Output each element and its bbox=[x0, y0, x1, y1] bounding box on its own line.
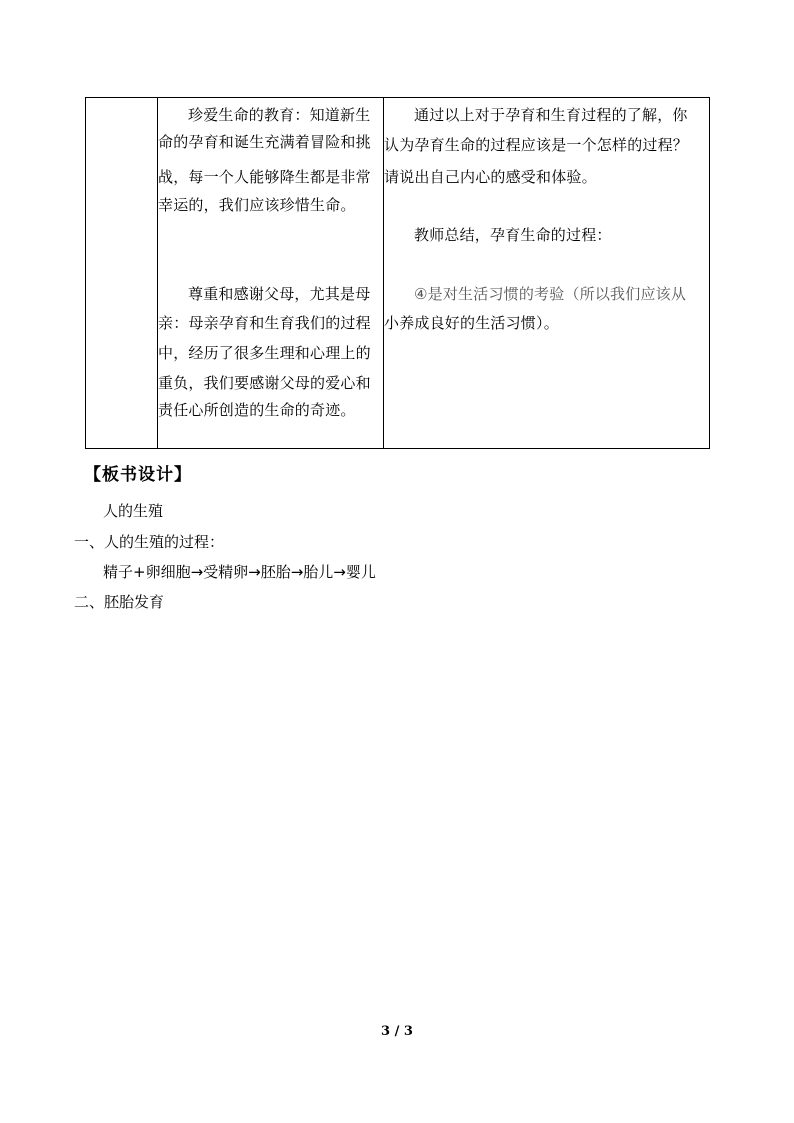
activity-line: 请说出自己内心的感受和体验。 bbox=[384, 168, 597, 186]
content-line: 中，经历了很多生理和心理上的 bbox=[158, 344, 371, 362]
content-line: 责任心所创造的生命的奇迹。 bbox=[158, 401, 356, 419]
board-title: 人的生殖 bbox=[103, 502, 164, 520]
content-line: 亲：母亲孕育和生育我们的过程 bbox=[158, 314, 371, 332]
activity-line: 教师总结，孕育生命的过程： bbox=[414, 226, 612, 244]
content-line: 珍爱生命的教育：知道新生 bbox=[188, 106, 371, 124]
content-line: 命的孕育和诞生充满着冒险和挑 bbox=[158, 133, 371, 151]
activity-line: 小养成良好的生活习惯）。 bbox=[384, 314, 559, 332]
content-line: 重负，我们要感谢父母的爱心和 bbox=[158, 374, 371, 392]
activity-line: ④是对生活习惯的考验（所以我们应该从 bbox=[414, 285, 687, 303]
board-item-1: 一、人的生殖的过程： bbox=[74, 533, 225, 551]
page-number: 3 / 3 bbox=[381, 1024, 413, 1039]
board-item-2: 二、胚胎发育 bbox=[74, 593, 165, 611]
board-process: 精子+卵细胞→受精卵→胚胎→胎儿→婴儿 bbox=[103, 563, 376, 581]
content-line: 战，每一个人能够降生都是非常 bbox=[158, 168, 371, 186]
activity-line: 通过以上对于孕育和生育过程的了解，你 bbox=[414, 106, 688, 124]
content-line: 尊重和感谢父母，尤其是母 bbox=[188, 285, 371, 303]
lesson-table bbox=[85, 97, 710, 449]
board-design-heading: 【板书设计】 bbox=[84, 465, 192, 485]
content-line: 幸运的，我们应该珍惜生命。 bbox=[158, 196, 356, 214]
activity-line: 认为孕育生命的过程应该是一个怎样的过程？ bbox=[384, 136, 689, 154]
